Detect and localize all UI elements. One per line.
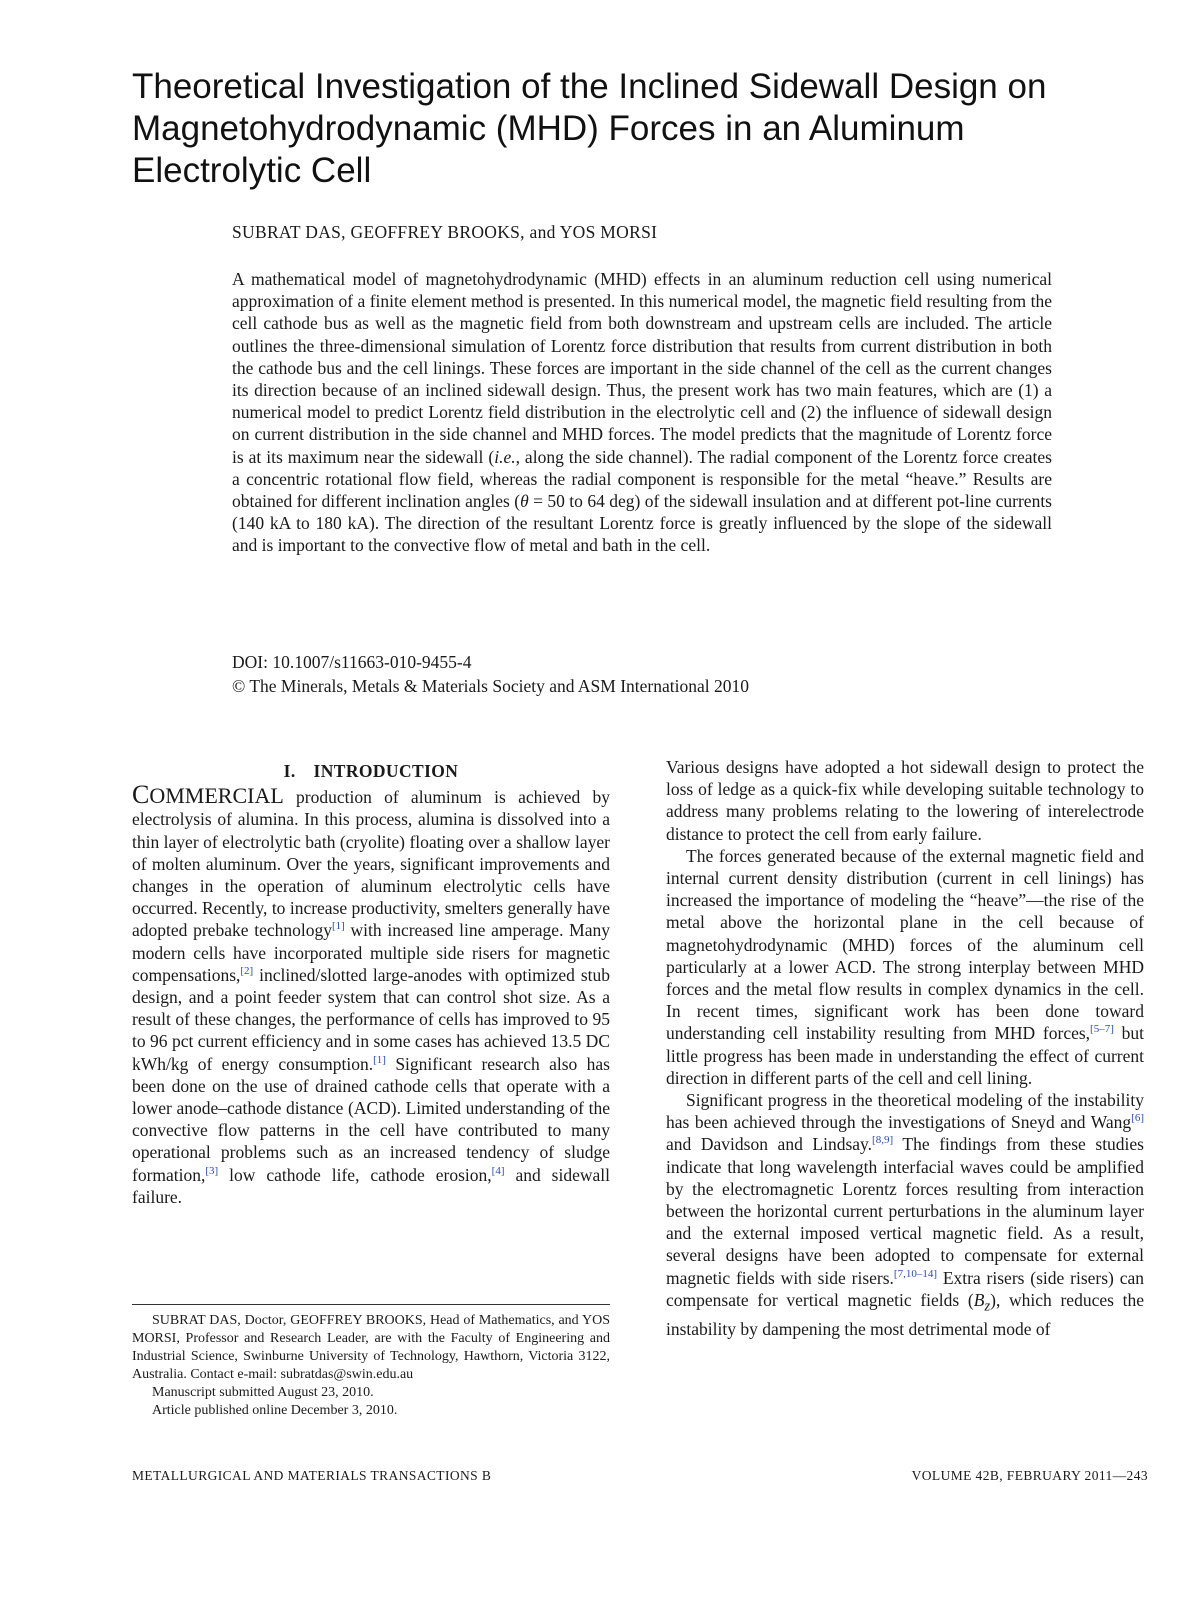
citation-link[interactable]: [2]	[240, 965, 254, 977]
citation-link[interactable]: [1]	[373, 1053, 386, 1066]
paragraph-text: but little progress has been made in understanding the effect of current direction in different parts of the cell and cell lining.	[666, 1023, 1144, 1088]
footnotes	[132, 1312, 610, 1420]
abstract-theta: θ	[520, 491, 529, 512]
citation-link[interactable]: [6]	[1131, 1112, 1144, 1125]
journal-name-footer: METALLURGICAL AND MATERIALS TRANSACTIONS B	[132, 1468, 492, 1483]
publication-date-footnote: Article published online December 3, 2010.	[152, 1403, 398, 1418]
paragraph-text: Significant research also has been done on the use of drained cathode cells that operate with a lower anode–cathode distance (ACD). Limited understanding of the convective flow patterns in the cell have contributed to many operational problems such as an increased tendency of sludge formation,	[132, 1053, 610, 1185]
paragraph-text: and Davidson and Lindsay.	[666, 1134, 873, 1155]
paragraph-text: production of aluminum is achieved by electrolysis of alumina. In this process, alumina is dissolved into a thin layer of electrolytic bath (cryolite) floating over a shallow layer of molten aluminum. Over the years, significant improvements and changes in the operation of aluminum electrolytic cells have occurred. Recently, to increase productivity, smelters generally have adopted prebake technology	[132, 787, 610, 941]
smallcaps-word: OMMERCIAL	[149, 783, 284, 809]
paragraph-text: with increased line amperage. Many modern cells have incorporated multiple side risers for magnetic compensations,	[132, 920, 610, 985]
doi[interactable]: DOI: 10.1007/s11663-010-9455-4	[232, 652, 472, 672]
abstract-text: , along the side channel). The radial component of the Lorentz force creates a concentric rotational flow field, whereas the radial component is responsible for the metal “heave.” Results are obtained for different inclination angles (	[232, 446, 1052, 512]
left-column	[132, 760, 610, 1208]
paragraph-text: Significant progress in the theoretical modeling of the instability has been achieved through the investigations of Sneyd and Wang	[666, 1090, 1144, 1133]
footnote-divider	[132, 1304, 610, 1305]
math-symbol-b: B	[973, 1289, 985, 1310]
abstract-text: = 50 to 64 deg) of the sidewall insulation and at different pot-line currents (140 kA to 180 kA). The direction of the resultant Lorentz force is greatly influenced by the slope of the sidewall and is important to the convective flow of metal and bath in the cell.	[232, 491, 1052, 556]
citation-link[interactable]: [3]	[205, 1164, 219, 1177]
section-heading-introduction: I. INTRODUCTION	[283, 761, 459, 781]
paragraph-text: The findings from these studies indicate that long wavelength interfacial waves could be amplified by the electromagnetic Lorentz forces resulting from interaction between the horizontal current perturbations in the aluminum layer and the external imposed vertical magnetic field. As a result, several designs have been adopted to compensate for external magnetic fields with side risers.	[666, 1134, 1144, 1288]
citation-link[interactable]: [8,9]	[872, 1134, 894, 1147]
intro-paragraph	[132, 780, 610, 1208]
paragraph-text: low cathode life, cathode erosion,	[218, 1164, 492, 1185]
submission-date-footnote: Manuscript submitted August 23, 2010.	[152, 1385, 374, 1400]
paragraph-text: inclined/slotted large-anodes with optimized stub design, and a point feeder system that can control shot size. As a result of these changes, the performance of cells has improved to 95 to 96 pct current efficiency and in some cases has achieved 13.5 DC kWh/kg of energy consumption.	[132, 964, 610, 1074]
volume-page-footer: VOLUME 42B, FEBRUARY 2011—243	[911, 1468, 1148, 1483]
body-paragraph	[666, 845, 1144, 1089]
copyright-notice: © The Minerals, Metals & Materials Society and ASM International 2010	[232, 676, 749, 696]
abstract-text: A mathematical model of magnetohydrodynamic (MHD) effects in an aluminum reduction cell using numerical approximation of a finite element method is presented. In this numerical model, the magnetic field resulting from the cell cathode bus as well as the magnetic field from both downstream and upstream cells are included. The article outlines the three-dimensional simulation of Lorentz force distribution that results from current distribution in both the cathode bus and the cell linings. These forces are important in the side channel of the cell as the current changes its direction because of an inclined sidewall design. Thus, the present work has two main features, which are (1) a numerical model to predict Lorentz field distribution in the electrolytic cell and (2) the influence of sidewall design on current distribution in the side channel and MHD forces. The model predicts that the magnitude of Lorentz force is at its maximum near the sidewall (	[232, 269, 1052, 467]
author-affiliation-footnote: SUBRAT DAS, Doctor, GEOFFREY BROOKS, Head of Mathematics, and YOS MORSI, Professor and Research Leader, are with the Faculty of Engineering and Industrial Science, Swinburne University of Technology, Hawthorn, Victoria 3122, Australia. Contact e-mail: subratdas@swin.edu.au	[132, 1313, 610, 1382]
citation-link[interactable]: [5–7]	[1090, 1023, 1114, 1036]
body-paragraph: Various designs have adopted a hot sidewall design to protect the loss of ledge as a quick-fix while developing suitable technology to address many problems relating to the lowering of interelectrode distance to protect the cell from early failure.	[666, 757, 1144, 844]
author-list: SUBRAT DAS, GEOFFREY BROOKS, and YOS MORSI	[232, 222, 658, 242]
article-title: Theoretical Investigation of the Inclined Sidewall Design on Magnetohydrodynamic (MHD) Forces in an Aluminum Electrolytic Cell	[132, 67, 1047, 190]
citation-link[interactable]: [4]	[491, 1164, 505, 1177]
abstract-ie: i.e.	[494, 446, 516, 467]
paragraph-text: and sidewall failure.	[132, 1164, 610, 1207]
math-subscript-z: z	[984, 1298, 991, 1315]
paragraph-text: The forces generated because of the external magnetic field and internal current density distribution (current in cell linings) has increased the importance of modeling the “heave”—the rise of the metal above the horizontal plane in the cell because of magnetohydrodynamic (MHD) forces of the aluminum cell particularly at a lower ACD. The strong interplay between MHD forces and the metal flow results in complex dynamics in the cell. In recent times, significant work has been done toward understanding cell instability resulting from MHD forces,	[666, 845, 1144, 1044]
abstract	[232, 268, 1052, 557]
dropcap-letter: C	[132, 780, 150, 810]
citation-link[interactable]: [7,10–14]	[893, 1267, 937, 1280]
right-column	[666, 756, 1144, 1340]
body-paragraph	[666, 1089, 1144, 1340]
paragraph-text: ), which reduces the instability by dampening the most detrimental mode of	[666, 1289, 1144, 1339]
citation-link[interactable]: [1]	[331, 920, 345, 933]
paragraph-text: Extra risers (side risers) can compensate for vertical magnetic fields (	[666, 1267, 1144, 1310]
